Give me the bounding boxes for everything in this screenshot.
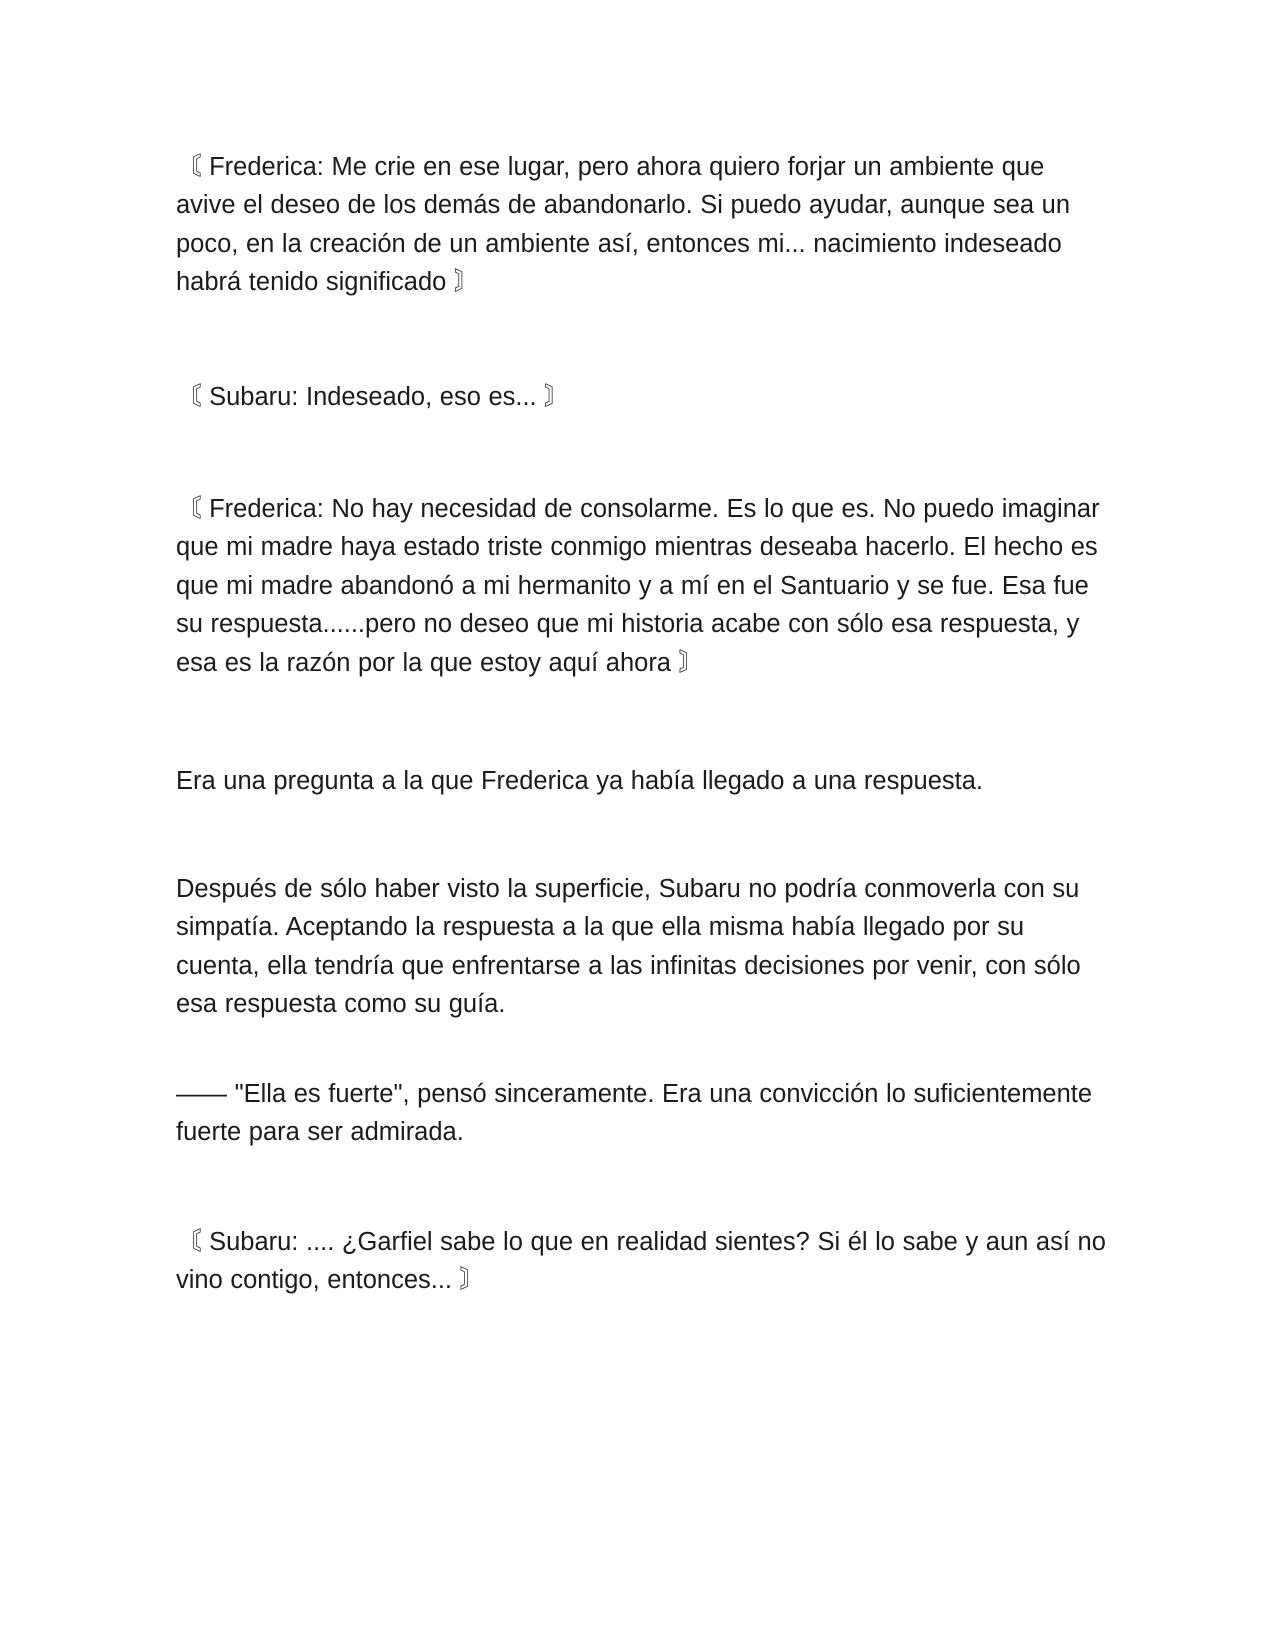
- paragraph-narration-2: Después de sólo haber visto la superficie, Subaru no podría conmoverla con su simpatía. Aceptando la respuesta a la que ella misma había llegado por su cuenta, ella tendría que enfrentarse a las infinitas decisiones por venir, con sólo esa respuesta como su guía.: [176, 875, 1081, 1019]
- paragraph-subaru-dialogue-2: 〘 Subaru: .... ¿Garfiel sabe lo que en realidad sientes? Si él lo sabe y aun así no vino contigo, entonces... 〙: [176, 1228, 1106, 1295]
- paragraph-narration-1: Era una pregunta a la que Frederica ya había llegado a una respuesta.: [176, 767, 983, 795]
- paragraph-frederica-dialogue-1: 〘 Frederica: Me crie en ese lugar, pero ahora quiero forjar un ambiente que avive el deseo de los demás de abandonarlo. Si puedo ayudar, aunque sea un poco, en la creación de un ambiente así, entonces mi... nacimiento indeseado habrá tenido significado 〙: [176, 153, 1070, 297]
- paragraph-narration-3: —— "Ella es fuerte", pensó sinceramente. Era una convicción lo suficientemente fuerte para ser admirada.: [176, 1080, 1093, 1147]
- paragraph-subaru-dialogue-1: 〘 Subaru: Indeseado, eso es... 〙: [176, 383, 570, 411]
- paragraph-frederica-dialogue-2: 〘 Frederica: No hay necesidad de consolarme. Es lo que es. No puedo imaginar que mi madre haya estado triste conmigo mientras deseaba hacerlo. El hecho es que mi madre abandonó a mi hermanito y a mí en el Santuario y se fue. Esa fue su respuesta......pero no deseo que mi historia acabe con sólo esa respuesta, y esa es la razón por la que estoy aquí ahora 〙: [176, 495, 1100, 677]
